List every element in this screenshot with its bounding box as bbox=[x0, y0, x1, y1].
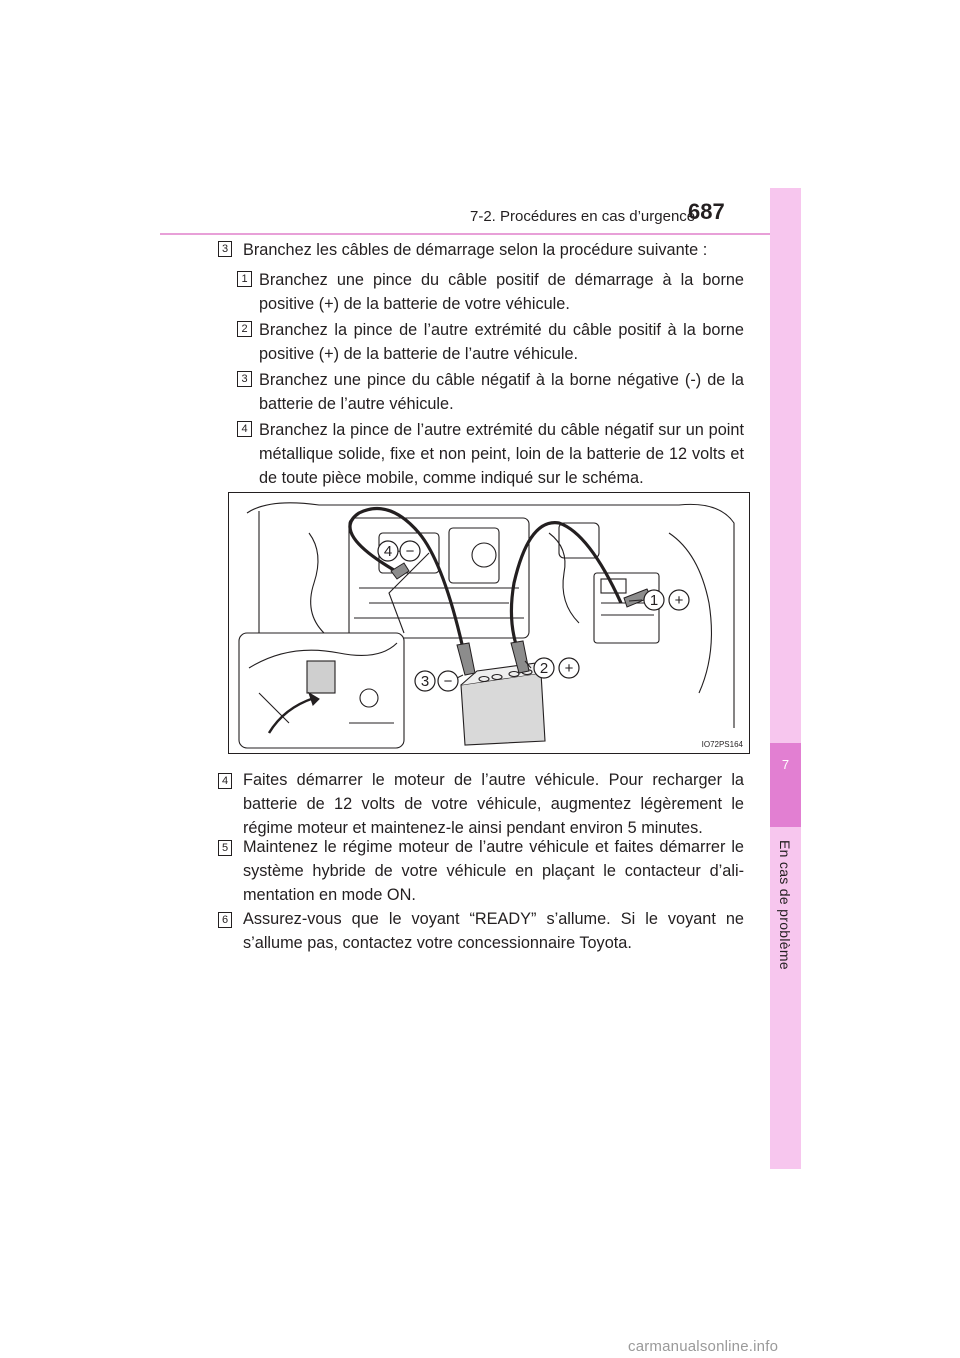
callout-layer bbox=[229, 493, 749, 753]
jump-start-illustration bbox=[228, 492, 750, 754]
step-badge-5: 5 bbox=[218, 840, 232, 856]
minus-sign-icon-4: − bbox=[405, 543, 415, 560]
chapter-number: 7 bbox=[781, 757, 790, 772]
step-badge-6: 6 bbox=[218, 912, 232, 928]
chapter-label: En cas de problème bbox=[777, 840, 793, 970]
substep-1-text: Branchez une pince du câble positif de démarrage à la borne positive (+) de la batterie de votre véhicule. bbox=[259, 271, 744, 313]
step-6-text: Assurez-vous que le voyant “READY” s’allume. Si le voyant ne s’allume pas, contactez votre concessionnaire Toyota. bbox=[243, 910, 744, 952]
callout-number-2: 2 bbox=[539, 660, 549, 677]
step-4-text: Faites démarrer le moteur de l’autre véhicule. Pour recharger la batterie de 12 volts de votre véhicule, augmentez légèrement le régime moteur et maintenez-le ainsi pendant environ 5 minutes. bbox=[243, 771, 744, 837]
plus-sign-icon-2: + bbox=[564, 660, 574, 677]
substep-2-text: Branchez la pince de l’autre extrémité du câble positif à la borne positive (+) de la batterie de l’autre véhicule. bbox=[259, 321, 744, 363]
plus-sign-icon-1: + bbox=[674, 592, 684, 609]
step-5-text: Maintenez le régime moteur de l’autre véhicule et faites démarrer le système hybride de votre véhicule en plaçant le contacteur d’ali-mentation en mode ON. bbox=[243, 838, 744, 904]
callout-number-1: 1 bbox=[649, 592, 659, 609]
section-title: 7-2. Procédures en cas d’urgence bbox=[470, 208, 696, 225]
chapter-side-tab bbox=[770, 188, 801, 1169]
page-number: 687 bbox=[688, 199, 725, 224]
callout-number-4: 4 bbox=[383, 543, 393, 560]
substep-number-2: 2 bbox=[237, 321, 252, 337]
step-badge-3: 3 bbox=[218, 241, 232, 257]
site-watermark: carmanualsonline.info bbox=[628, 1338, 779, 1355]
substep-number-1: 1 bbox=[237, 271, 252, 287]
minus-sign-icon-3: − bbox=[443, 673, 453, 690]
step-3-text: Branchez les câbles de démarrage selon la procédure suivante : bbox=[243, 241, 708, 259]
substep-3-text: Branchez une pince du câble négatif à la borne négative (-) de la batterie de l’autre véhicule. bbox=[259, 371, 744, 413]
substep-number-4: 4 bbox=[237, 421, 252, 437]
substep-4-text: Branchez la pince de l’autre extrémité du câble négatif sur un point métallique solide, fixe et non peint, loin de la batterie de 12 volts et de toute pièce mobile, comme indiqué sur le schéma. bbox=[259, 421, 744, 487]
figure-code: IO72PS164 bbox=[701, 740, 743, 749]
step-badge-4: 4 bbox=[218, 773, 232, 789]
substep-number-3: 3 bbox=[237, 371, 252, 387]
callout-number-3: 3 bbox=[420, 673, 430, 690]
chapter-number-block bbox=[770, 743, 801, 827]
header-divider bbox=[160, 233, 800, 235]
